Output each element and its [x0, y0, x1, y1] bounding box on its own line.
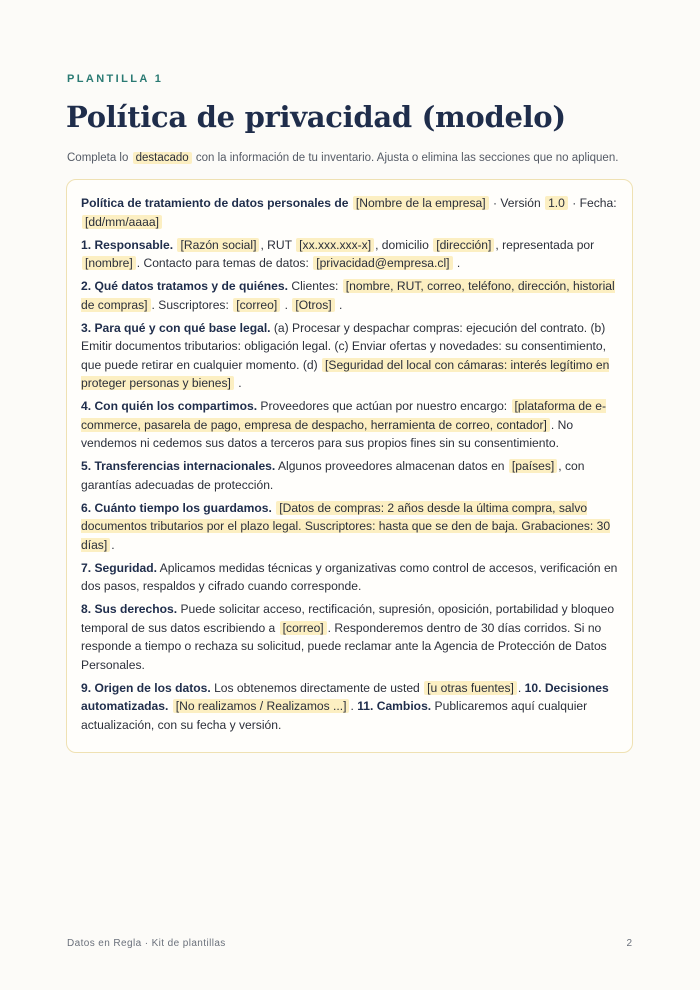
- placeholder-subscriber-data: [correo]: [233, 298, 280, 312]
- intro-highlight: destacado: [133, 152, 192, 164]
- placeholder-direccion: [dirección]: [433, 238, 494, 252]
- text-run: Puede solicitar acceso, rectificación, supresión, oposición, portabilidad y bloqueo temporal de sus datos escribiendo a: [81, 602, 615, 635]
- section-heading: 4. Con quién los compartimos.: [81, 399, 258, 413]
- section-datos: [81, 277, 618, 314]
- page-title: Política de privacidad (modelo): [66, 100, 566, 134]
- placeholder-razon-social: [Razón social]: [177, 238, 259, 252]
- section-transferencias: [81, 457, 618, 494]
- section-heading: 6. Cuánto tiempo los guardamos.: [81, 500, 272, 515]
- text-run: .: [284, 297, 288, 312]
- text-run: , representada por: [495, 237, 595, 252]
- intro-before: Completa lo: [67, 152, 129, 164]
- placeholder-privacy-email: [privacidad@empresa.cl]: [313, 256, 452, 270]
- footer-brand: Datos en Regla · Kit de plantillas: [67, 938, 226, 949]
- section-heading: 7. Seguridad.: [81, 560, 157, 575]
- section-heading: 3. Para qué y con qué base legal.: [81, 320, 271, 335]
- text-run: .: [238, 376, 242, 390]
- section-heading: 2. Qué datos tratamos y de quiénes.: [81, 279, 288, 293]
- placeholder-automated-decisions: [No realizamos / Realizamos ...]: [173, 699, 350, 713]
- section-heading: 11. Cambios.: [357, 699, 432, 713]
- placeholder-other-sources: [u otras fuentes]: [424, 681, 517, 695]
- section-heading: 10. Decisiones automatizadas.: [81, 680, 609, 713]
- placeholder-camera-security: [Seguridad del local con cámaras: interés legítimo en proteger personas y bienes]: [81, 357, 610, 390]
- text-run: , con garantías adecuadas de protección.: [81, 459, 585, 492]
- section-responsable: [81, 236, 618, 273]
- placeholder-company-name: [Nombre de la empresa]: [353, 196, 489, 210]
- date-label: · Fecha:: [568, 196, 617, 210]
- page-number: 2: [626, 938, 632, 949]
- text-run: .: [456, 256, 461, 270]
- section-eyebrow: PLANTILLA 1: [67, 73, 164, 85]
- text-run: .: [339, 297, 343, 312]
- placeholder-others: [Otros]: [292, 298, 334, 312]
- text-run: Publicaremos aquí cualquier actualización, con su fecha y versión.: [81, 699, 588, 732]
- placeholder-retention: [Datos de compras: 2 años desde la última compra, salvo documentos tributarios por el plazo legal. Suscriptores: hasta que se den de baja. Grabaciones: 30 días]: [81, 500, 611, 552]
- text-run: .: [517, 680, 522, 695]
- text-run: . Responderemos dentro de 30 días corridos. Si no responde a tiempo o rechaza su solicitud, puede reclamar ante la Agencia de Protección de Datos Personales.: [81, 620, 607, 672]
- policy-intro-lead: Política de tratamiento de datos personales de: [81, 196, 349, 210]
- text-run: , RUT: [260, 237, 292, 252]
- text-run: Proveedores que actúan por nuestro encargo:: [257, 399, 508, 413]
- intro-after: con la información de tu inventario. Ajusta o elimina las secciones que no apliquen.: [195, 152, 619, 164]
- placeholder-rights-email: [correo]: [280, 621, 327, 635]
- section-heading: 8. Sus derechos.: [81, 602, 178, 616]
- text-run: .: [350, 699, 354, 713]
- section-heading: 9. Origen de los datos.: [81, 680, 211, 695]
- section-origen-decisiones-cambios: [81, 679, 618, 735]
- text-run: Algunos proveedores almacenan datos en: [275, 459, 505, 473]
- text-run: Aplicamos medidas técnicas y organizativas como control de accesos, verificación en dos pasos, respaldos y cifrado cuando corresponde.: [81, 560, 618, 593]
- section-seguridad: [81, 559, 618, 596]
- placeholder-client-data: [nombre, RUT, correo, teléfono, dirección, historial de compras]: [81, 279, 615, 312]
- section-heading: 1. Responsable.: [81, 237, 174, 252]
- section-compartimos: [81, 397, 618, 453]
- intro-text: [67, 150, 647, 166]
- section-base-legal: [81, 319, 618, 393]
- text-run: Los obtenemos directamente de usted: [210, 680, 420, 695]
- policy-intro-paragraph: [81, 194, 618, 231]
- section-heading: 5. Transferencias internacionales.: [81, 459, 276, 473]
- placeholder-rut: [xx.xxx.xxx-x]: [296, 238, 374, 252]
- text-run: . Suscriptores:: [151, 297, 229, 312]
- text-run: (a) Procesar y despachar compras: ejecución del contrato. (b) Emitir documentos tributarios: obligación legal. (c) Enviar ofertas y novedades: su consentimiento, que puede retirar en cualquier momento. (d): [81, 320, 606, 372]
- text-run: . Contacto para temas de datos:: [136, 256, 309, 270]
- section-derechos: [81, 600, 618, 674]
- placeholder-date: [dd/mm/aaaa]: [82, 215, 162, 229]
- text-run: , domicilio: [375, 237, 429, 252]
- section-retencion: [81, 499, 618, 555]
- version-label: · Versión: [489, 196, 541, 210]
- placeholder-version: 1.0: [545, 196, 568, 210]
- placeholder-providers: [plataforma de e-commerce, pasarela de pago, empresa de despacho, herramienta de correo, contador]: [81, 399, 606, 432]
- text-run: . No vendemos ni cedemos sus datos a terceros para sus propios fines sin su consentimiento.: [81, 417, 574, 450]
- placeholder-countries: [países]: [509, 459, 557, 473]
- placeholder-nombre: [nombre]: [82, 256, 136, 270]
- text-run: Clientes:: [288, 279, 339, 293]
- policy-card: [66, 179, 633, 753]
- text-run: .: [111, 537, 115, 552]
